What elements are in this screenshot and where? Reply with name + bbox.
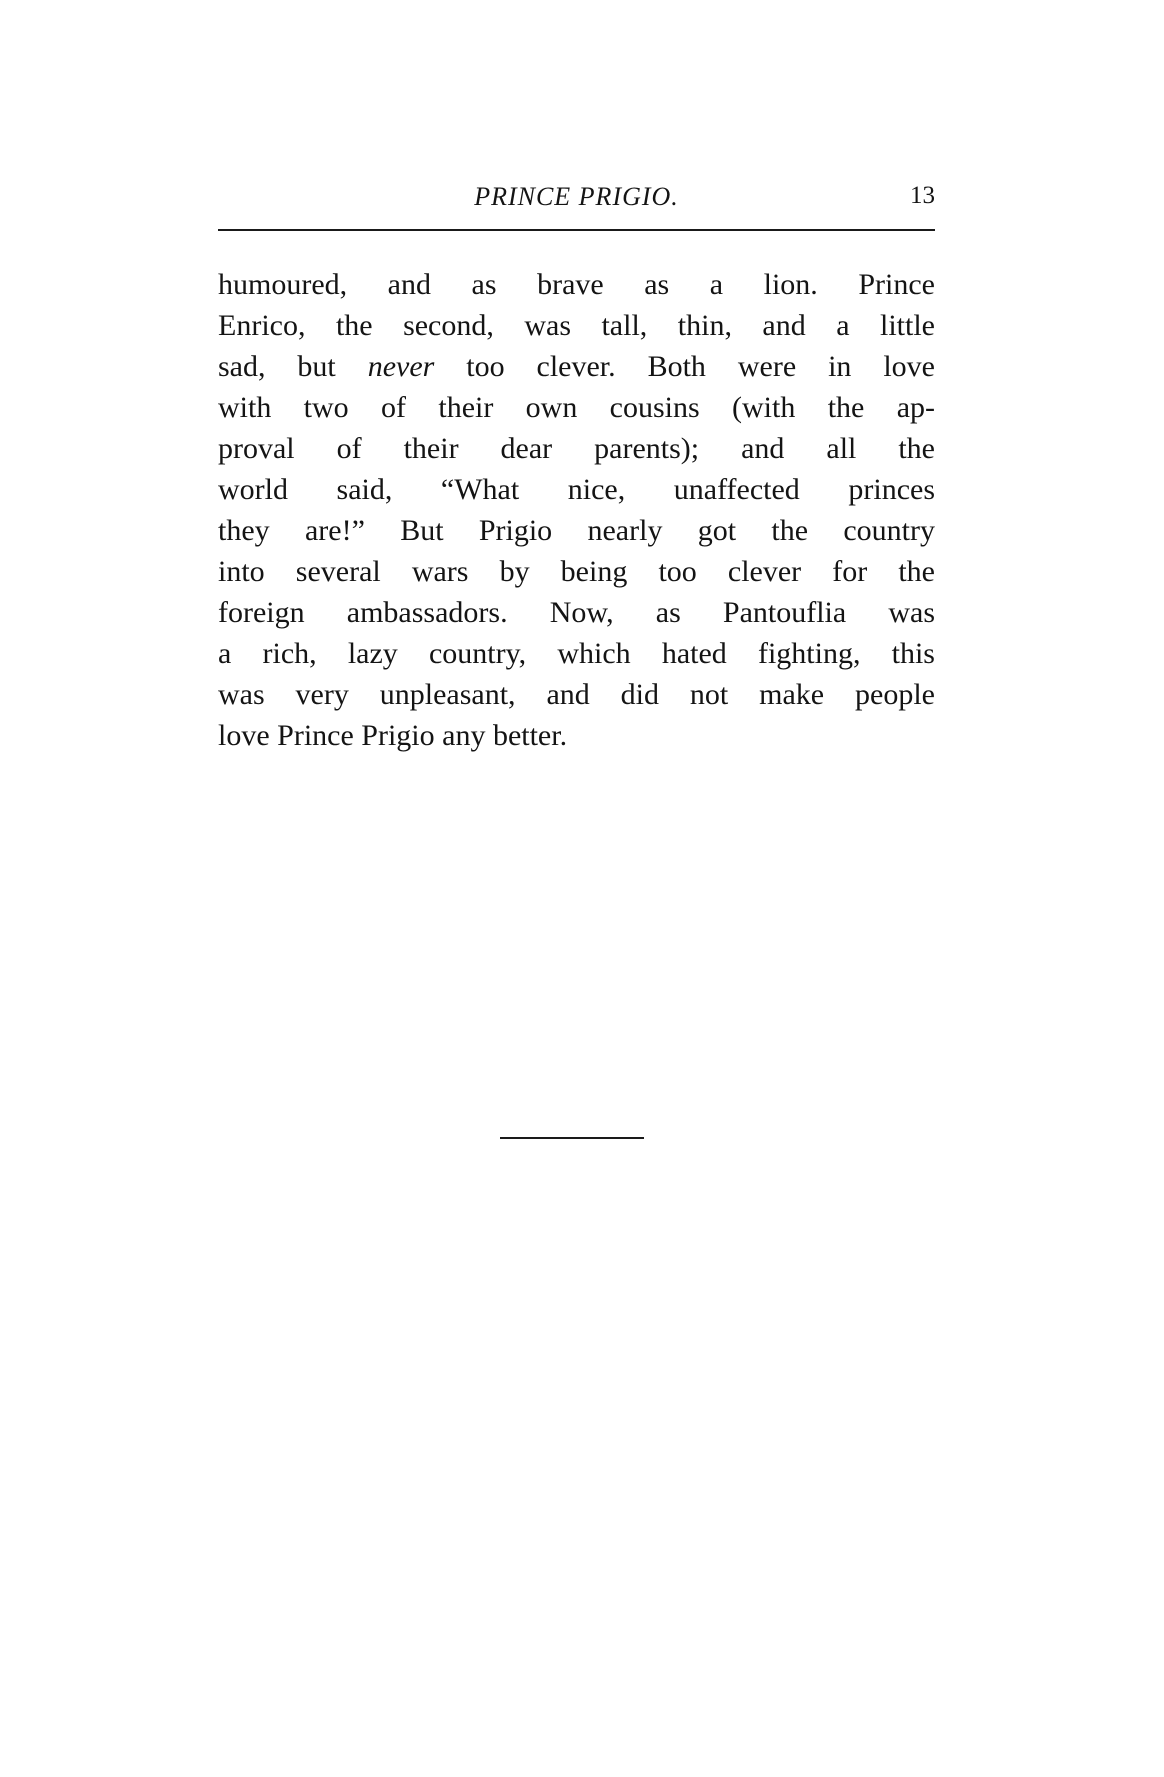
text-line: into several wars by being too clever for the [218,555,935,588]
page-number: 13 [910,182,935,209]
text-segment: sad, but [218,350,368,383]
text-line [218,346,935,387]
running-title: PRINCE PRIGIO. [474,182,679,211]
text-line: humoured, and as brave as a lion. Prince [218,268,935,301]
emphasized-word: never [367,350,435,383]
body-text [218,264,935,756]
text-line: proval of their dear parents); and all the [218,432,935,465]
text-line: a rich, lazy country, which hated fighting, this [218,637,935,670]
text-line: Enrico, the second, was tall, thin, and a little [218,309,935,342]
text-line: they are!” But Prigio nearly got the country [218,514,935,547]
header-rule [218,229,935,231]
text-line: world said, “What nice, unaffected princes [218,473,935,506]
section-end-rule [500,1137,644,1139]
text-line: foreign ambassadors. Now, as Pantouflia was [218,596,935,629]
text-line: love Prince Prigio any better. [218,719,568,752]
text-line: with two of their own cousins (with the ap- [218,391,935,424]
text-line: was very unpleasant, and did not make people [218,678,935,711]
text-segment: too clever. Both were in love [434,350,935,383]
running-head [218,178,935,218]
